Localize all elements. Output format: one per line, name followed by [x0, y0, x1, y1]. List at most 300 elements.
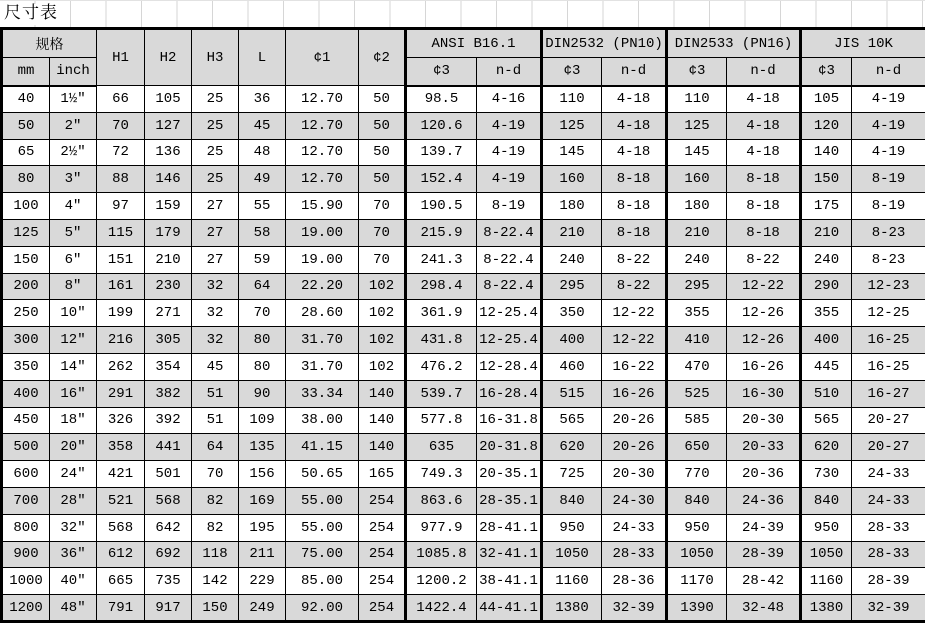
table-body: [2, 86, 925, 622]
cell: 199: [97, 300, 145, 327]
cell: 620: [542, 434, 602, 461]
header-din2532-c3: ¢3: [542, 58, 602, 86]
cell: 38-41.1: [477, 568, 542, 595]
dimension-table: [0, 27, 925, 623]
cell: 450: [2, 407, 50, 434]
cell: 525: [667, 380, 727, 407]
cell: 8-22: [727, 246, 801, 273]
cell: 565: [801, 407, 852, 434]
cell: 8-18: [602, 193, 667, 220]
cell: 18″: [50, 407, 97, 434]
cell: 36: [239, 86, 286, 113]
cell: 749.3: [406, 461, 477, 488]
cell: 28-36: [602, 568, 667, 595]
cell: 80: [2, 166, 50, 193]
header-c2: ¢2: [359, 29, 406, 86]
cell: 169: [239, 487, 286, 514]
cell: 27: [192, 219, 239, 246]
cell: 120.6: [406, 112, 477, 139]
cell: 8-18: [602, 219, 667, 246]
cell: 25: [192, 86, 239, 113]
cell: 254: [359, 487, 406, 514]
table-row: [2, 327, 925, 354]
cell: 105: [145, 86, 192, 113]
cell: 305: [145, 327, 192, 354]
cell: 725: [542, 461, 602, 488]
cell: 50: [359, 112, 406, 139]
cell: 4-18: [602, 112, 667, 139]
cell: 600: [2, 461, 50, 488]
cell: 19.00: [286, 219, 359, 246]
cell: 97: [97, 193, 145, 220]
cell: 28-42: [727, 568, 801, 595]
cell: 90: [239, 380, 286, 407]
cell: 12.70: [286, 112, 359, 139]
table-row: [2, 139, 925, 166]
cell: 16-26: [727, 353, 801, 380]
cell: 620: [801, 434, 852, 461]
cell: 24-39: [727, 514, 801, 541]
cell: 24-33: [852, 461, 925, 488]
cell: 1422.4: [406, 595, 477, 622]
cell: 125: [2, 219, 50, 246]
cell: 20-35.1: [477, 461, 542, 488]
cell: 4-19: [852, 112, 925, 139]
cell: 32: [192, 273, 239, 300]
header-group-din2533: DIN2533 (PN16): [667, 29, 801, 58]
cell: 161: [97, 273, 145, 300]
cell: 125: [542, 112, 602, 139]
header-din2532-nd: n-d: [602, 58, 667, 86]
cell: 48: [239, 139, 286, 166]
cell: 8-22.4: [477, 246, 542, 273]
header-group-din2532: DIN2532 (PN10): [542, 29, 667, 58]
cell: 400: [542, 327, 602, 354]
table-row: [2, 273, 925, 300]
cell: 568: [145, 487, 192, 514]
cell: 48″: [50, 595, 97, 622]
cell: 730: [801, 461, 852, 488]
cell: 12-22: [602, 300, 667, 327]
cell: 32: [192, 327, 239, 354]
cell: 12-25.4: [477, 300, 542, 327]
cell: 8-18: [727, 166, 801, 193]
cell: 4-19: [477, 139, 542, 166]
cell: 298.4: [406, 273, 477, 300]
header-l: L: [239, 29, 286, 86]
cell: 12-28.4: [477, 353, 542, 380]
cell: 230: [145, 273, 192, 300]
cell: 863.6: [406, 487, 477, 514]
header-ansi-nd: n-d: [477, 58, 542, 86]
cell: 125: [667, 112, 727, 139]
cell: 55: [239, 193, 286, 220]
cell: 791: [97, 595, 145, 622]
cell: 150: [192, 595, 239, 622]
cell: 151: [97, 246, 145, 273]
cell: 92.00: [286, 595, 359, 622]
cell: 1200.2: [406, 568, 477, 595]
cell: 10″: [50, 300, 97, 327]
cell: 51: [192, 380, 239, 407]
cell: 66: [97, 86, 145, 113]
cell: 4-18: [602, 86, 667, 113]
table-row: [2, 541, 925, 568]
cell: 1085.8: [406, 541, 477, 568]
table-row: [2, 219, 925, 246]
cell: 510: [801, 380, 852, 407]
cell: 665: [97, 568, 145, 595]
cell: 612: [97, 541, 145, 568]
cell: 82: [192, 514, 239, 541]
cell: 700: [2, 487, 50, 514]
cell: 361.9: [406, 300, 477, 327]
cell: 770: [667, 461, 727, 488]
page-title: 尺寸表: [4, 4, 64, 25]
cell: 392: [145, 407, 192, 434]
cell: 59: [239, 246, 286, 273]
cell: 445: [801, 353, 852, 380]
cell: 977.9: [406, 514, 477, 541]
cell: 1050: [667, 541, 727, 568]
cell: 4-18: [727, 86, 801, 113]
cell: 12-22: [602, 327, 667, 354]
cell: 175: [801, 193, 852, 220]
cell: 50: [359, 86, 406, 113]
cell: 16-27: [852, 380, 925, 407]
cell: 800: [2, 514, 50, 541]
table-row: [2, 380, 925, 407]
cell: 291: [97, 380, 145, 407]
cell: 110: [542, 86, 602, 113]
cell: 190.5: [406, 193, 477, 220]
cell: 840: [667, 487, 727, 514]
cell: 1200: [2, 595, 50, 622]
cell: 210: [542, 219, 602, 246]
cell: 28-33: [852, 541, 925, 568]
cell: 350: [542, 300, 602, 327]
table-row: [2, 487, 925, 514]
cell: 110: [667, 86, 727, 113]
cell: 88: [97, 166, 145, 193]
cell: 64: [192, 434, 239, 461]
cell: 1160: [801, 568, 852, 595]
cell: 102: [359, 273, 406, 300]
cell: 20-30: [602, 461, 667, 488]
cell: 539.7: [406, 380, 477, 407]
cell: 4-18: [602, 139, 667, 166]
cell: 32-48: [727, 595, 801, 622]
cell: 8-18: [602, 166, 667, 193]
cell: 460: [542, 353, 602, 380]
header-group-ansi: ANSI B16.1: [406, 29, 542, 58]
table-row: [2, 434, 925, 461]
cell: 354: [145, 353, 192, 380]
cell: 1380: [542, 595, 602, 622]
cell: 4-16: [477, 86, 542, 113]
cell: 50: [2, 112, 50, 139]
cell: 585: [667, 407, 727, 434]
cell: 32″: [50, 514, 97, 541]
cell: 8-22: [602, 273, 667, 300]
cell: 210: [145, 246, 192, 273]
cell: 28″: [50, 487, 97, 514]
cell: 31.70: [286, 327, 359, 354]
cell: 27: [192, 246, 239, 273]
cell: 50: [359, 166, 406, 193]
cell: 326: [97, 407, 145, 434]
cell: 140: [801, 139, 852, 166]
cell: 49: [239, 166, 286, 193]
cell: 476.2: [406, 353, 477, 380]
cell: 102: [359, 327, 406, 354]
table-row: [2, 86, 925, 113]
cell: 50: [359, 139, 406, 166]
cell: 25: [192, 139, 239, 166]
cell: 105: [801, 86, 852, 113]
cell: 135: [239, 434, 286, 461]
cell: 28-39: [727, 541, 801, 568]
cell: 20-36: [727, 461, 801, 488]
cell: 1½″: [50, 86, 97, 113]
cell: 229: [239, 568, 286, 595]
cell: 215.9: [406, 219, 477, 246]
cell: 4″: [50, 193, 97, 220]
cell: 51: [192, 407, 239, 434]
cell: 28-33: [852, 514, 925, 541]
cell: 31.70: [286, 353, 359, 380]
cell: 70: [239, 300, 286, 327]
cell: 32-39: [852, 595, 925, 622]
cell: 142: [192, 568, 239, 595]
cell: 98.5: [406, 86, 477, 113]
cell: 45: [239, 112, 286, 139]
cell: 8-19: [477, 193, 542, 220]
header-h3: H3: [192, 29, 239, 86]
cell: 1390: [667, 595, 727, 622]
cell: 12.70: [286, 166, 359, 193]
cell: 12-25.4: [477, 327, 542, 354]
cell: 1170: [667, 568, 727, 595]
cell: 8-18: [727, 193, 801, 220]
cell: 24-33: [852, 487, 925, 514]
header-h1: H1: [97, 29, 145, 86]
cell: 421: [97, 461, 145, 488]
cell: 500: [2, 434, 50, 461]
cell: 8-18: [727, 219, 801, 246]
cell: 400: [2, 380, 50, 407]
cell: 917: [145, 595, 192, 622]
cell: 28.60: [286, 300, 359, 327]
cell: 16-31.8: [477, 407, 542, 434]
cell: 165: [359, 461, 406, 488]
cell: 25: [192, 112, 239, 139]
cell: 1050: [801, 541, 852, 568]
cell: 355: [667, 300, 727, 327]
cell: 254: [359, 514, 406, 541]
cell: 25: [192, 166, 239, 193]
cell: 410: [667, 327, 727, 354]
cell: 635: [406, 434, 477, 461]
cell: 271: [145, 300, 192, 327]
cell: 4-19: [852, 86, 925, 113]
cell: 211: [239, 541, 286, 568]
cell: 32: [192, 300, 239, 327]
cell: 16-22: [602, 353, 667, 380]
cell: 240: [801, 246, 852, 273]
cell: 210: [667, 219, 727, 246]
cell: 64: [239, 273, 286, 300]
cell: 8-19: [852, 193, 925, 220]
table-row: [2, 193, 925, 220]
cell: 431.8: [406, 327, 477, 354]
cell: 118: [192, 541, 239, 568]
cell: 8-23: [852, 219, 925, 246]
cell: 250: [2, 300, 50, 327]
cell: 2″: [50, 112, 97, 139]
cell: 382: [145, 380, 192, 407]
cell: 200: [2, 273, 50, 300]
cell: 139.7: [406, 139, 477, 166]
cell: 12.70: [286, 139, 359, 166]
cell: 441: [145, 434, 192, 461]
cell: 150: [2, 246, 50, 273]
cell: 216: [97, 327, 145, 354]
cell: 28-33: [602, 541, 667, 568]
cell: 3″: [50, 166, 97, 193]
header-c1: ¢1: [286, 29, 359, 86]
cell: 12-25: [852, 300, 925, 327]
table-row: [2, 514, 925, 541]
cell: 240: [542, 246, 602, 273]
cell: 950: [542, 514, 602, 541]
cell: 840: [542, 487, 602, 514]
cell: 1000: [2, 568, 50, 595]
cell: 300: [2, 327, 50, 354]
cell: 840: [801, 487, 852, 514]
cell: 5″: [50, 219, 97, 246]
cell: 152.4: [406, 166, 477, 193]
cell: 195: [239, 514, 286, 541]
cell: 115: [97, 219, 145, 246]
cell: 33.34: [286, 380, 359, 407]
cell: 1380: [801, 595, 852, 622]
cell: 735: [145, 568, 192, 595]
cell: 28-41.1: [477, 514, 542, 541]
cell: 501: [145, 461, 192, 488]
cell: 20-27: [852, 434, 925, 461]
cell: 240: [667, 246, 727, 273]
cell: 36″: [50, 541, 97, 568]
cell: 136: [145, 139, 192, 166]
cell: 355: [801, 300, 852, 327]
cell: 180: [667, 193, 727, 220]
cell: 16-25: [852, 327, 925, 354]
cell: 145: [667, 139, 727, 166]
cell: 4-18: [727, 139, 801, 166]
cell: 521: [97, 487, 145, 514]
cell: 28-35.1: [477, 487, 542, 514]
cell: 568: [97, 514, 145, 541]
cell: 50.65: [286, 461, 359, 488]
cell: 102: [359, 300, 406, 327]
cell: 241.3: [406, 246, 477, 273]
cell: 45: [192, 353, 239, 380]
cell: 150: [801, 166, 852, 193]
cell: 577.8: [406, 407, 477, 434]
cell: 8-22.4: [477, 219, 542, 246]
cell: 102: [359, 353, 406, 380]
header-din2533-nd: n-d: [727, 58, 801, 86]
header-din2533-c3: ¢3: [667, 58, 727, 86]
cell: 180: [542, 193, 602, 220]
cell: 70: [359, 219, 406, 246]
cell: 2½″: [50, 139, 97, 166]
cell: 145: [542, 139, 602, 166]
table-header: [2, 29, 925, 86]
header-spec: 规格: [2, 29, 97, 58]
cell: 16″: [50, 380, 97, 407]
cell: 8-22.4: [477, 273, 542, 300]
cell: 75.00: [286, 541, 359, 568]
cell: 20-26: [602, 434, 667, 461]
cell: 4-19: [477, 166, 542, 193]
cell: 1050: [542, 541, 602, 568]
cell: 262: [97, 353, 145, 380]
cell: 146: [145, 166, 192, 193]
cell: 70: [97, 112, 145, 139]
cell: 80: [239, 353, 286, 380]
cell: 20-31.8: [477, 434, 542, 461]
table-row: [2, 461, 925, 488]
cell: 20-26: [602, 407, 667, 434]
cell: 82: [192, 487, 239, 514]
header-ansi-c3: ¢3: [406, 58, 477, 86]
cell: 140: [359, 434, 406, 461]
cell: 8-22: [602, 246, 667, 273]
cell: 8-23: [852, 246, 925, 273]
cell: 290: [801, 273, 852, 300]
title-band: [0, 0, 925, 27]
cell: 692: [145, 541, 192, 568]
cell: 159: [145, 193, 192, 220]
header-inch: inch: [50, 58, 97, 86]
cell: 24-36: [727, 487, 801, 514]
cell: 19.00: [286, 246, 359, 273]
cell: 20-33: [727, 434, 801, 461]
cell: 12.70: [286, 86, 359, 113]
cell: 16-26: [602, 380, 667, 407]
cell: 400: [801, 327, 852, 354]
header-group-jis: JIS 10K: [801, 29, 925, 58]
cell: 950: [801, 514, 852, 541]
table-row: [2, 595, 925, 622]
cell: 642: [145, 514, 192, 541]
table-row: [2, 246, 925, 273]
cell: 70: [359, 246, 406, 273]
cell: 20-30: [727, 407, 801, 434]
cell: 565: [542, 407, 602, 434]
cell: 950: [667, 514, 727, 541]
cell: 650: [667, 434, 727, 461]
table-row: [2, 112, 925, 139]
table-row: [2, 568, 925, 595]
cell: 24-33: [602, 514, 667, 541]
cell: 254: [359, 568, 406, 595]
cell: 70: [192, 461, 239, 488]
cell: 40: [2, 86, 50, 113]
cell: 210: [801, 219, 852, 246]
